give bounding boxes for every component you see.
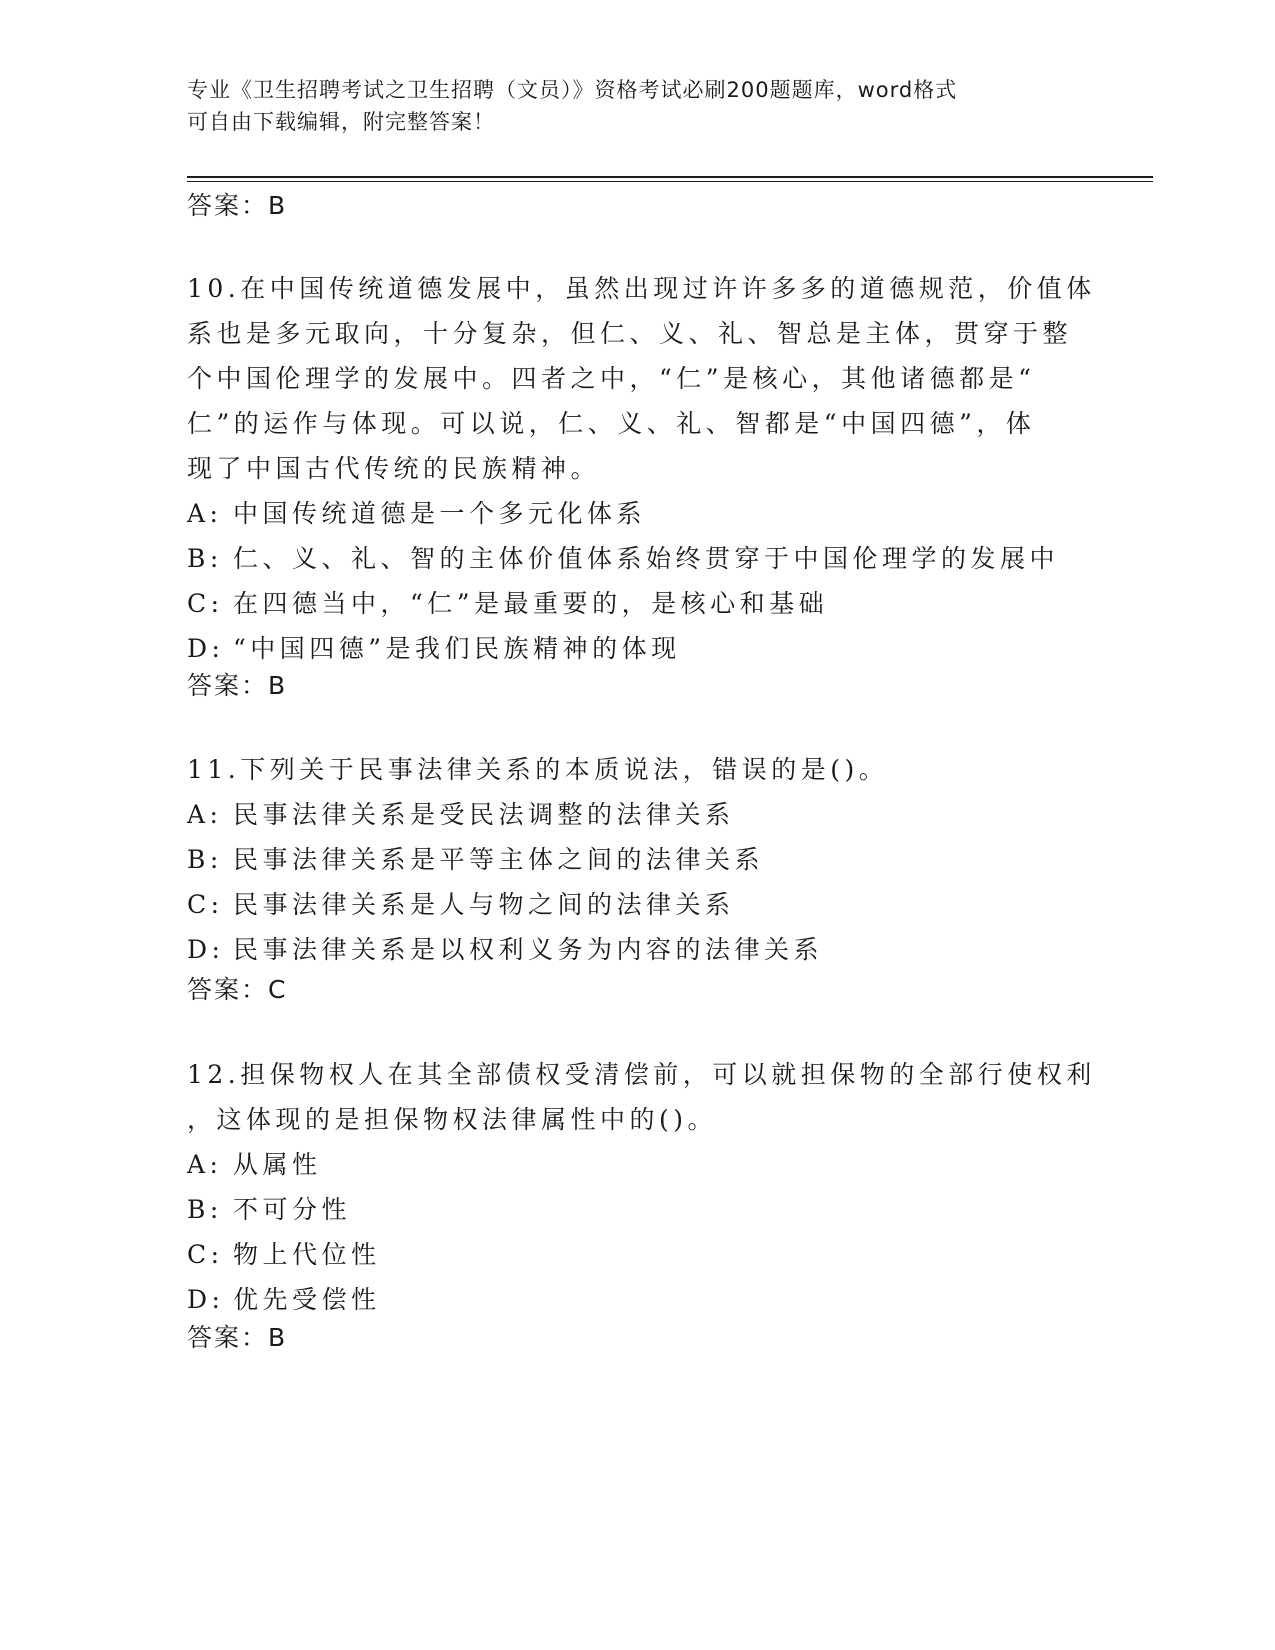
question-stem-line: 10.在中国传统道德发展中，虽然出现过许许多多的道德规范，价值体 <box>187 274 1096 303</box>
answer-line-prev <box>187 186 287 222</box>
question-stem-line: 个中国伦理学的发展中。四者之中，“仁”是核心，其他诸德都是“ <box>187 364 1036 393</box>
option-c <box>187 882 1077 927</box>
question-stem-line: 现了中国古代传统的民族精神。 <box>187 454 601 483</box>
option-letter: C: <box>187 589 224 618</box>
answer-value: B <box>268 191 288 220</box>
option-letter: A: <box>187 800 223 829</box>
option-text: 民事法律关系是以权利义务为内容的法律关系 <box>233 935 824 964</box>
answer-line-10 <box>187 666 287 702</box>
option-letter: B: <box>187 1195 223 1224</box>
option-d <box>187 927 1077 972</box>
option-text: 物上代位性 <box>233 1240 381 1269</box>
option-letter: B: <box>187 544 223 573</box>
option-b <box>187 1187 1077 1232</box>
option-letter: D: <box>187 1285 225 1314</box>
option-b <box>187 536 1077 581</box>
header-divider-thick <box>187 176 1153 178</box>
option-b <box>187 837 1077 882</box>
option-text: 中国传统道德是一个多元化体系 <box>233 499 647 528</box>
header-line-1: 专业《卫生招聘考试之卫生招聘（文员）》资格考试必刷200题题库，word格式 <box>187 78 958 102</box>
option-c <box>187 581 1077 626</box>
option-text: 民事法律关系是受民法调整的法律关系 <box>233 800 735 829</box>
header-divider-thin <box>187 181 1153 182</box>
option-text: 仁、义、礼、智的主体价值体系始终贯穿于中国伦理学的发展中 <box>233 544 1060 573</box>
answer-value: B <box>268 671 288 700</box>
question-11 <box>187 747 1077 972</box>
question-stem-line: 12.担保物权人在其全部债权受清偿前，可以就担保物的全部行使权利 <box>187 1060 1096 1089</box>
option-text: 民事法律关系是人与物之间的法律关系 <box>233 890 735 919</box>
option-text: 优先受偿性 <box>233 1285 381 1314</box>
option-letter: A: <box>187 1150 223 1179</box>
question-stem-line: ，这体现的是担保物权法律属性中的()。 <box>187 1105 718 1134</box>
answer-value: C <box>268 975 288 1004</box>
document-header <box>187 74 1067 138</box>
question-stem-line: 11.下列关于民事法律关系的本质说法，错误的是()。 <box>187 755 889 784</box>
option-text: 在四德当中，“仁”是最重要的，是核心和基础 <box>233 589 829 618</box>
option-text: 不可分性 <box>233 1195 352 1224</box>
option-text: “中国四德”是我们民族精神的体现 <box>233 634 681 663</box>
answer-line-11 <box>187 970 287 1006</box>
option-letter: C: <box>187 1240 224 1269</box>
option-letter: A: <box>187 499 223 528</box>
option-text: 民事法律关系是平等主体之间的法律关系 <box>233 845 765 874</box>
option-a <box>187 491 1077 536</box>
option-d <box>187 626 1077 671</box>
option-d <box>187 1277 1077 1322</box>
option-a <box>187 792 1077 837</box>
answer-label: 答案： <box>187 1323 269 1352</box>
question-12 <box>187 1052 1096 1322</box>
option-letter: C: <box>187 890 224 919</box>
question-stem-line: 仁”的运作与体现。可以说，仁、义、礼、智都是“中国四德”，体 <box>187 409 1036 438</box>
answer-label: 答案： <box>187 975 269 1004</box>
question-10 <box>187 266 1096 671</box>
header-line-2: 可自由下载编辑，附完整答案！ <box>187 110 495 134</box>
option-text: 从属性 <box>233 1150 322 1179</box>
option-letter: B: <box>187 845 223 874</box>
answer-line-12 <box>187 1318 287 1354</box>
answer-label: 答案： <box>187 191 269 220</box>
option-letter: D: <box>187 935 225 964</box>
option-a <box>187 1142 1077 1187</box>
answer-label: 答案： <box>187 671 269 700</box>
option-letter: D: <box>187 634 225 663</box>
question-stem-line: 系也是多元取向，十分复杂，但仁、义、礼、智总是主体，贯穿于整 <box>187 319 1073 348</box>
option-c <box>187 1232 1077 1277</box>
answer-value: B <box>268 1323 288 1352</box>
